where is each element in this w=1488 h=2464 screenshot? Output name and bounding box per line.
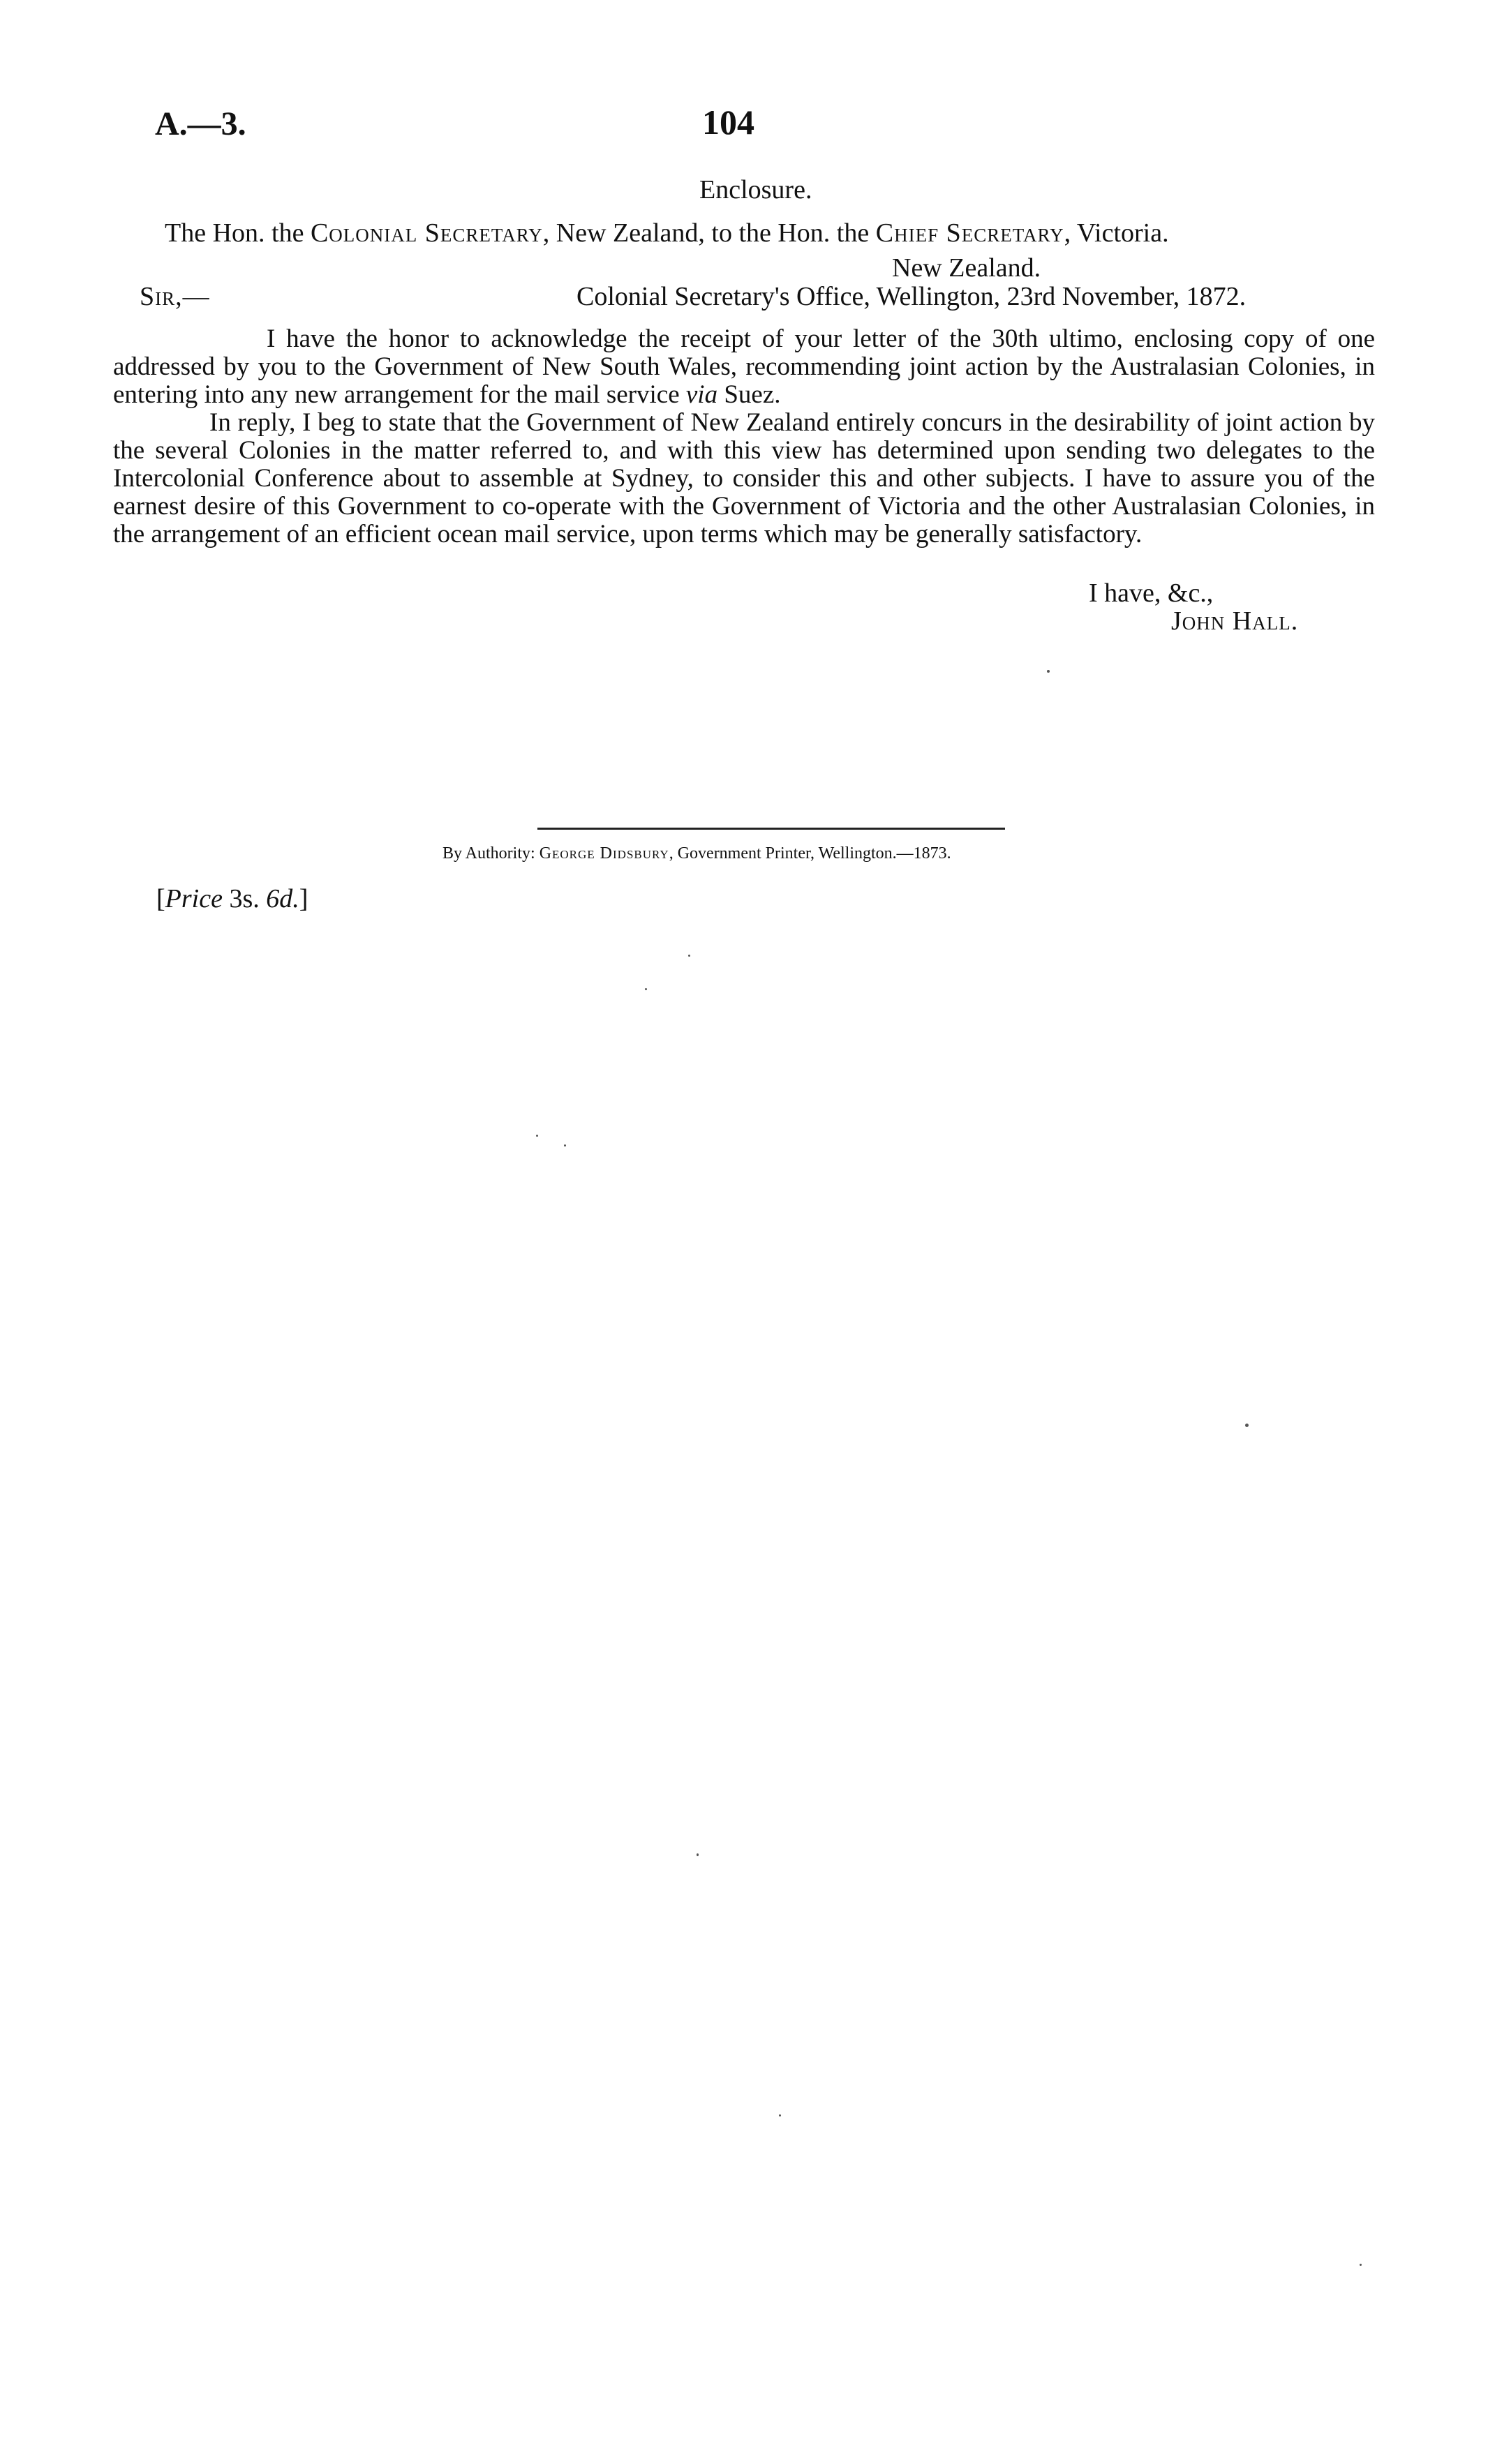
- address-continuation: New Zealand.: [892, 253, 1041, 283]
- scan-speck: [645, 988, 647, 990]
- scan-speck: [1360, 2264, 1362, 2266]
- price-bracket-open: [: [156, 884, 165, 913]
- price-note: [156, 883, 308, 914]
- imprint-suffix: , Government Printer, Wellington.—1873.: [669, 844, 951, 863]
- address-from-title: Colonial Secretary: [310, 218, 543, 248]
- address-line: [165, 218, 1169, 248]
- scan-speck: [697, 1853, 699, 1856]
- price-label: Price: [165, 884, 223, 913]
- address-middle: , New Zealand, to the Hon. the: [542, 218, 876, 248]
- dateline: Colonial Secretary's Office, Wellington, 23rd November, 1872.: [576, 282, 1247, 311]
- page-number: 104: [702, 103, 754, 142]
- paragraph-1-text: I have the honor to acknowledge the receipt of your letter of the 30th ultimo, enclosing copy of one addressed by you to the Government of New South Wales, recommending joint action by the Australasian Colonies, in entering into any new arrangement for the mail service: [113, 324, 1375, 409]
- scan-speck: [779, 2114, 781, 2116]
- closing: I have, &c.,: [1089, 578, 1214, 608]
- price-pence: 6d.: [266, 884, 299, 913]
- imprint-printer: George Didsbury: [539, 844, 669, 863]
- salutation: Sir,—: [140, 282, 210, 311]
- document-reference: A.—3.: [155, 105, 246, 142]
- address-to-title: Chief Secretary: [875, 218, 1064, 248]
- address-lead: The Hon. the: [165, 218, 311, 248]
- enclosure-label: Enclosure.: [699, 175, 812, 204]
- price-amount: 3s.: [222, 884, 267, 913]
- paragraph-1-italic: via: [685, 380, 718, 409]
- imprint-prefix: By Authority:: [442, 844, 540, 863]
- address-tail: , Victoria.: [1064, 218, 1169, 248]
- price-bracket-close: ]: [299, 884, 308, 913]
- body-paragraph-1: [113, 325, 1375, 409]
- printer-imprint: [442, 844, 951, 863]
- scan-speck: [564, 1144, 566, 1147]
- scan-speck: [688, 955, 690, 957]
- divider-rule: [537, 828, 1005, 830]
- signature: John Hall.: [1171, 606, 1299, 636]
- body-paragraph-2: In reply, I beg to state that the Government of New Zealand entirely concurs in the desirability of joint action by the several Colonies in the matter referred to, and with this view has determined upon sending two delegates to the Intercolonial Conference about to assemble at Sydney, to consider this and other subjects. I have to assure you of the earnest desire of this Government to co-operate with the Government of Victoria and the other Australasian Colonies, in the arrangement of an efficient ocean mail service, upon terms which may be generally satisfactory.: [113, 408, 1375, 548]
- scan-speck: [1245, 1424, 1249, 1427]
- scan-speck: [536, 1135, 538, 1137]
- paragraph-1-end: Suez.: [717, 380, 781, 409]
- scan-speck: [1047, 670, 1050, 673]
